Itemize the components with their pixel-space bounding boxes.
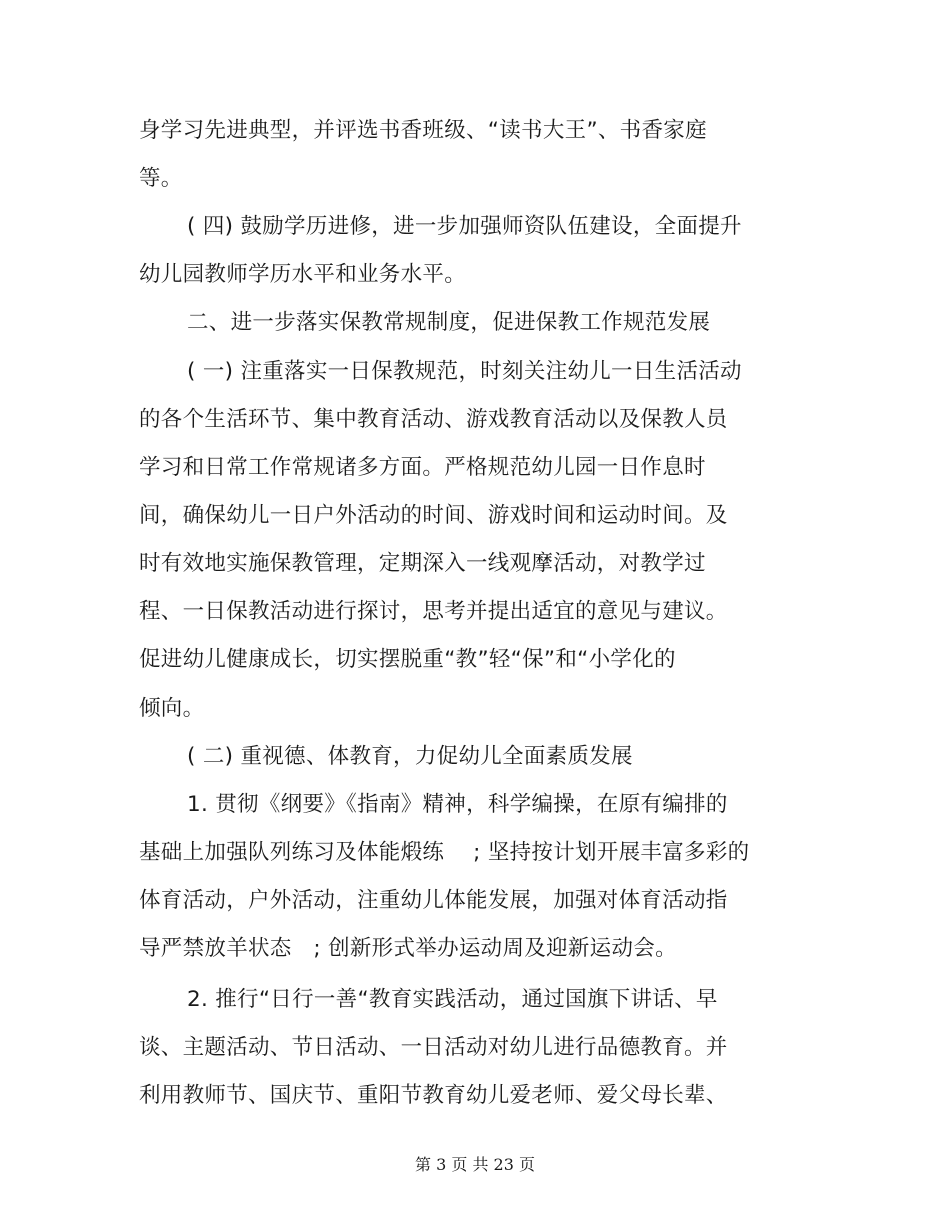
section-heading: 二、进一步落实保教常规制度，促进保教工作规范发展 xyxy=(187,310,711,335)
paragraph-line: 学习和日常工作常规诸多方面。严格规范幼儿园一日作息时 xyxy=(139,455,706,480)
paragraph-line: 等。 xyxy=(139,166,183,191)
paragraph-line: 程、一日保教活动进行探讨，思考并提出适宜的意见与建议。 xyxy=(139,599,728,624)
paragraph-line: 幼儿园教师学历水平和业务水平。 xyxy=(139,262,467,287)
paragraph-line: 谈、主题活动、节日活动、一日活动对幼儿进行品德教育。并 xyxy=(139,1035,728,1060)
paragraph-line: 时有效地实施保教管理，定期深入一线观摩活动，对教学过 xyxy=(139,551,706,576)
paragraph-line: 2. 推行“日行一善“教育实践活动，通过国旗下讲话、早 xyxy=(187,987,718,1012)
paragraph-line: 体育活动，户外活动，注重幼儿体能发展，加强对体育活动指 xyxy=(139,888,728,913)
paragraph-line: 1. 贯彻《纲要》《指南》精神，科学编操，在原有编排的 xyxy=(187,792,728,817)
paragraph-line: ( 四) 鼓励学历进修，进一步加强师资队伍建设，全面提升 xyxy=(187,214,742,239)
paragraph-line: 的各个生活环节、集中教育活动、游戏教育活动以及保教人员 xyxy=(139,407,728,432)
paragraph-line: 导严禁放羊状态 ; 创新形式举办运动周及迎新运动会。 xyxy=(139,936,677,961)
paragraph-line: 基础上加强队列练习及体能煅练 ; 坚持按计划开展丰富多彩的 xyxy=(139,840,750,865)
paragraph-line: ( 二) 重视德、体教育，力促幼儿全面素质发展 xyxy=(187,744,633,769)
paragraph-line: 身学习先进典型，并评选书香班级、“读书大王”、书香家庭 xyxy=(139,118,707,143)
paragraph-line: 利用教师节、国庆节、重阳节教育幼儿爱老师、爱父母长辈、 xyxy=(139,1083,728,1108)
paragraph-line: 倾向。 xyxy=(139,696,205,721)
paragraph-line: 促进幼儿健康成长，切实摆脱重“教”轻“保”和“小学化的 xyxy=(139,647,676,672)
page-number-footer: 第 3 页 共 23 页 xyxy=(415,1155,535,1174)
paragraph-line: 间，确保幼儿一日户外活动的时间、游戏时间和运动时间。及 xyxy=(139,503,728,528)
paragraph-line: ( 一) 注重落实一日保教规范，时刻关注幼儿一日生活活动 xyxy=(187,359,742,384)
